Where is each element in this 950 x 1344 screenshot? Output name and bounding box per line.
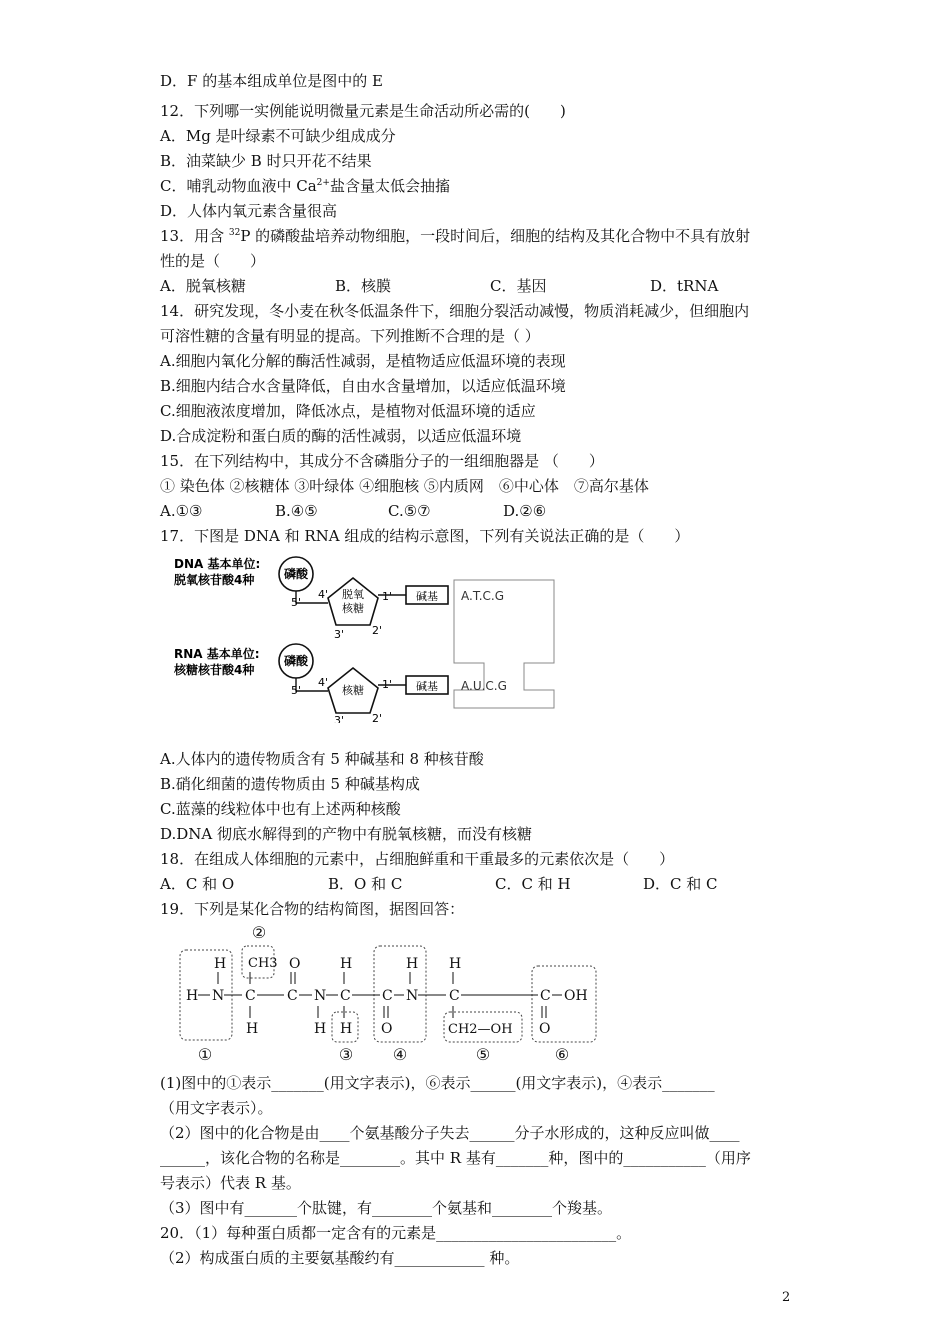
option-line: D．人体内氧元素含量很高 xyxy=(160,202,338,220)
option-line: B.细胞内结合水含量降低，自由水含量增加，以适应低温环境 xyxy=(160,377,566,395)
option-line xyxy=(160,176,450,196)
position-label: 4' xyxy=(318,676,329,689)
atom: H xyxy=(340,1021,353,1037)
subquestion-3: （3）图中有_______个肽键，有________个氨基和________个羧基。 xyxy=(160,1199,613,1217)
atom: H xyxy=(406,956,419,972)
text-run: 13．用含 xyxy=(160,227,229,245)
rna-title-1: RNA 基本单位: xyxy=(174,647,260,661)
question-18: 18．在组成人体细胞的元素中，占细胞鲜重和干重最多的元素依次是（ ） xyxy=(160,850,675,868)
option: C.⑤⑦ xyxy=(388,502,431,520)
option-line: A.人体内的遗传物质含有 5 种碱基和 8 种核苷酸 xyxy=(160,750,484,768)
methyl-group: CH3 xyxy=(248,956,278,971)
text-line: 可溶性糖的含量有明显的提高。下列推断不合理的是（ ） xyxy=(160,327,540,345)
hydroxyl-group: OH xyxy=(564,988,588,1004)
option-line: C.蓝藻的线粒体中也有上述两种核酸 xyxy=(160,800,401,818)
position-label: 3' xyxy=(334,714,345,723)
rna-bases: A.U.C.G xyxy=(461,679,507,693)
question-14: 14．研究发现，冬小麦在秋冬低温条件下，细胞分裂活动减慢，物质消耗减少，但细胞内 xyxy=(160,302,750,320)
atom: H xyxy=(314,1021,327,1037)
option: D．C 和 C xyxy=(643,875,718,893)
text-line: 性的是（ ） xyxy=(160,252,266,270)
deoxyribose-label: 核糖 xyxy=(342,602,364,615)
text-run: P 的磷酸盐培养动物细胞，一段时间后，细胞的结构及其化合物中不具有放射 xyxy=(240,227,751,245)
atom: H xyxy=(449,956,462,972)
label-4: ④ xyxy=(392,1045,408,1064)
atom: C xyxy=(245,988,256,1004)
subquestion-2: （2）图中的化合物是由____个氨基酸分子失去______分子水形成的，这种反应叫做____ xyxy=(160,1124,740,1142)
question-13 xyxy=(160,226,750,246)
dna-title-1: DNA 基本单位: xyxy=(174,557,261,571)
atom: C xyxy=(449,988,460,1004)
option-line: A．Mg 是叶绿素不可缺少组成成分 xyxy=(160,127,396,145)
atom: N xyxy=(212,988,225,1004)
atom: O xyxy=(381,1021,393,1037)
label-2: ② xyxy=(251,923,267,942)
position-label: 3' xyxy=(334,628,345,641)
option: C．C 和 H xyxy=(495,875,571,893)
option-line: D.DNA 彻底水解得到的产物中有脱氧核糖，而没有核糖 xyxy=(160,825,533,843)
atom: O xyxy=(539,1021,551,1037)
option: A.①③ xyxy=(160,502,203,520)
subquestion-1: (1)图中的①表示_______(用文字表示)，⑥表示______(用文字表示)，④表示_______ xyxy=(160,1074,715,1092)
position-label: 1' xyxy=(382,678,393,691)
option: B．O 和 C xyxy=(328,875,403,893)
page-number: 2 xyxy=(782,1290,791,1305)
atom: H xyxy=(340,956,353,972)
option: B．核膜 xyxy=(335,277,392,295)
atom: C xyxy=(287,988,298,1004)
option: C．基因 xyxy=(490,277,547,295)
phosphate-label: 磷酸 xyxy=(283,567,309,581)
atom: H xyxy=(186,988,199,1004)
atom: H xyxy=(214,956,227,972)
dna-title-2: 脱氧核苷酸4种 xyxy=(174,573,255,587)
option-line: D.合成淀粉和蛋白质的酶的活性减弱，以适应低温环境 xyxy=(160,427,522,445)
position-label: 2' xyxy=(372,624,383,637)
dna-bases: A.T.C.G xyxy=(461,589,505,603)
base-label: 碱基 xyxy=(416,590,438,603)
position-label: 5' xyxy=(291,596,302,609)
option-line: C.细胞液浓度增加，降低冰点，是植物对低温环境的适应 xyxy=(160,402,536,420)
question-19: 19．下列是某化合物的结构简图，据图回答： xyxy=(160,900,465,918)
ribose-label: 核糖 xyxy=(342,684,364,697)
superscript: 32 xyxy=(228,228,241,238)
question-15: 15．在下列结构中，其成分不含磷脂分子的一组细胞器是 （ ） xyxy=(160,452,604,470)
atom: C xyxy=(382,988,393,1004)
text-line: ______，该化合物的名称是________。其中 R 基有_______种，图中的___________（用序 xyxy=(160,1149,751,1167)
hydroxymethyl-group: CH2—OH xyxy=(448,1022,513,1037)
atom: C xyxy=(540,988,551,1004)
position-label: 2' xyxy=(372,712,383,723)
text-line: （用文字表示）。 xyxy=(160,1099,273,1117)
atom: O xyxy=(289,956,301,972)
option: D．tRNA xyxy=(650,277,719,295)
question-17: 17．下图是 DNA 和 RNA 组成的结构示意图，下列有关说法正确的是（ ） xyxy=(160,527,690,545)
question-12: 12．下列哪一实例能说明微量元素是生命活动所必需的( ) xyxy=(160,102,566,120)
dna-rna-structure-figure xyxy=(168,548,578,723)
phosphate-label: 磷酸 xyxy=(283,654,309,668)
text-run: C．哺乳动物血液中 Ca xyxy=(160,177,317,195)
position-label: 5' xyxy=(291,684,302,697)
option-line: B．油菜缺少 B 时只开花不结果 xyxy=(160,152,372,170)
text-line: 号表示）代表 R 基。 xyxy=(160,1174,301,1192)
question-20: 20．（1）每种蛋白质都一定含有的元素是________________________。 xyxy=(160,1224,632,1242)
option: A．C 和 O xyxy=(160,875,235,893)
superscript: 2+ xyxy=(316,178,330,188)
position-label: 4' xyxy=(318,588,329,601)
peptide-structure-figure xyxy=(172,920,612,1068)
text-run: 盐含量太低会抽搐 xyxy=(329,177,450,195)
deoxyribose-label: 脱氧 xyxy=(342,588,364,601)
subquestion-20-2: （2）构成蛋白质的主要氨基酸约有____________ 种。 xyxy=(160,1249,520,1267)
label-5: ⑤ xyxy=(475,1045,491,1064)
option-line: B.硝化细菌的遗传物质由 5 种碱基构成 xyxy=(160,775,420,793)
base-label: 碱基 xyxy=(416,680,438,693)
rna-title-2: 核糖核苷酸4种 xyxy=(174,663,255,677)
option-line: A.细胞内氧化分解的酶活性减弱，是植物适应低温环境的表现 xyxy=(160,352,566,370)
atom: N xyxy=(406,988,419,1004)
option: D.②⑥ xyxy=(503,502,547,520)
text-line: ① 染色体 ②核糖体 ③叶绿体 ④细胞核 ⑤内质网 ⑥中心体 ⑦高尔基体 xyxy=(160,477,649,495)
option: A．脱氧核糖 xyxy=(160,277,246,295)
atom: N xyxy=(314,988,327,1004)
text-line: D．F 的基本组成单位是图中的 E xyxy=(160,72,383,90)
atom: C xyxy=(340,988,351,1004)
label-3: ③ xyxy=(338,1045,354,1064)
atom: H xyxy=(246,1021,259,1037)
label-6: ⑥ xyxy=(554,1045,570,1064)
option: B.④⑤ xyxy=(275,502,318,520)
position-label: 1' xyxy=(382,590,393,603)
label-1: ① xyxy=(197,1045,213,1064)
